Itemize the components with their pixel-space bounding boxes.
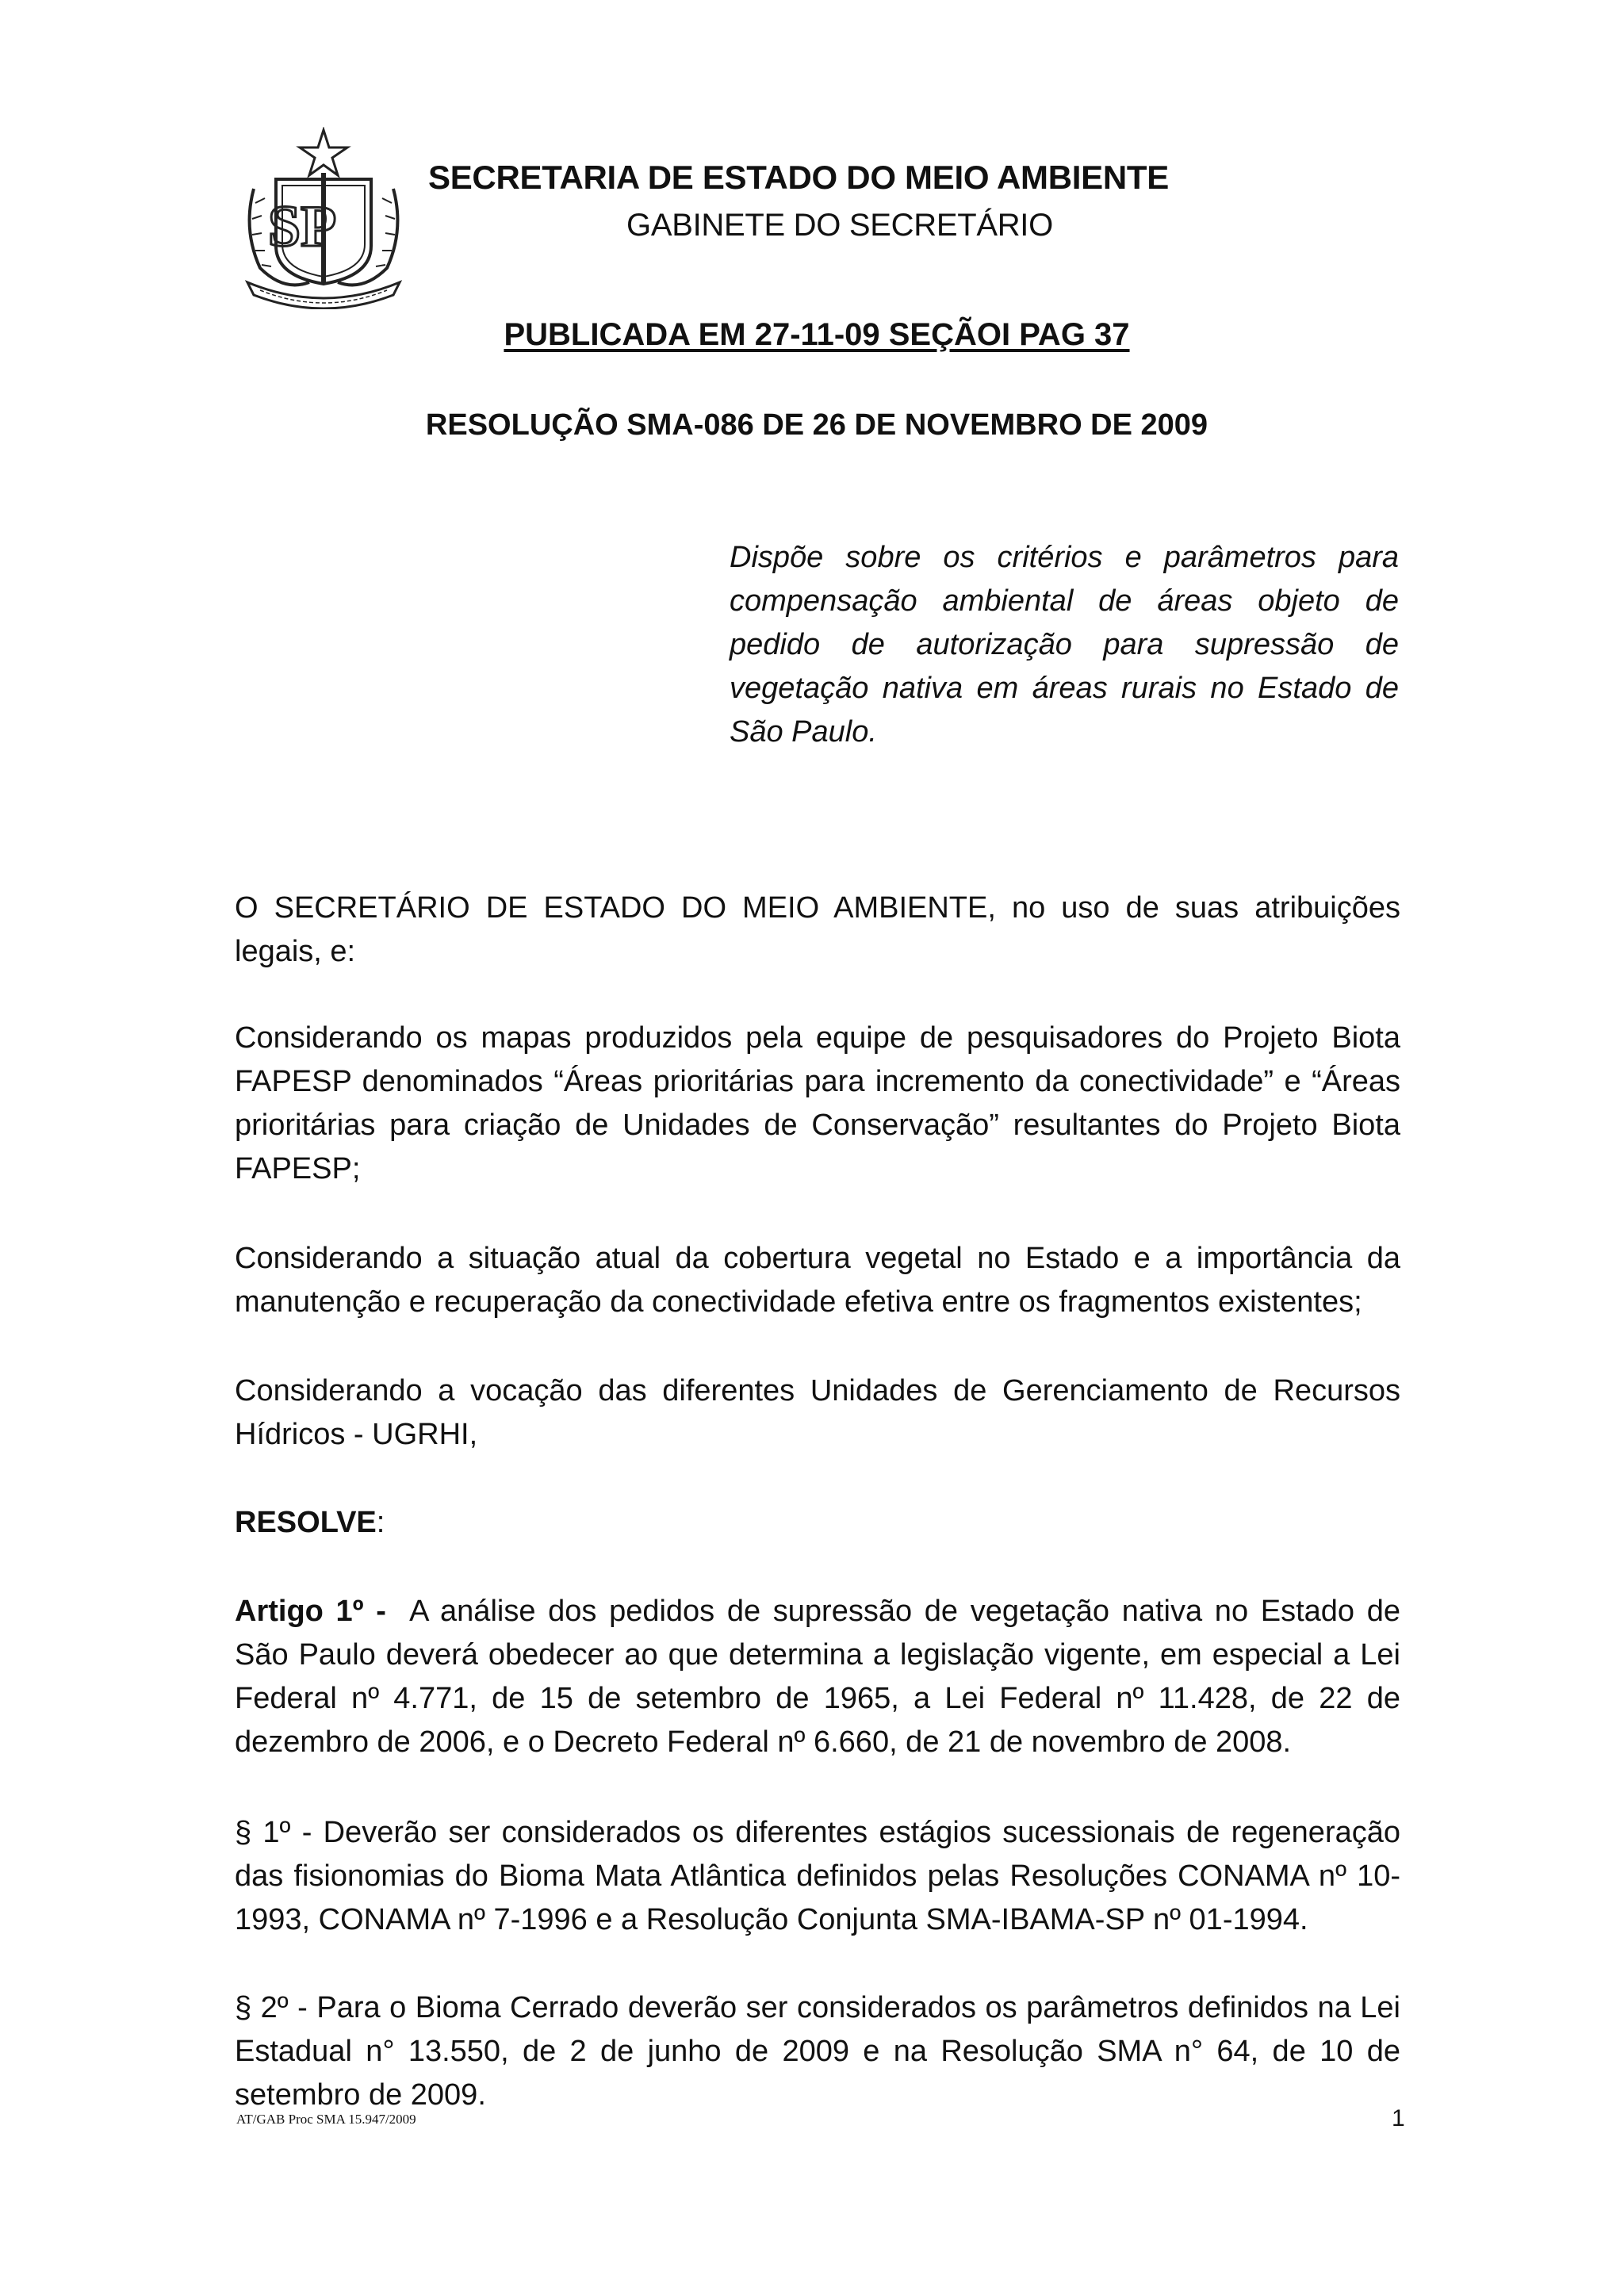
section-1-paragraph: § 1º - Deverão ser considerados os diferentes estágios sucessionais de regeneração das fisionomias do Bioma Mata Atlântica definidos pelas Resoluções CONAMA nº 10-1993, CONAMA nº 7-1996 e a Resolução Conjunta SMA-IBAMA-SP nº 01-1994. [235,1816,1400,1936]
article-1-text: A análise dos pedidos de supressão de vegetação nativa no Estado de São Paulo deverá obedecer ao que determina a legislação vigente, em especial a Lei Federal nº 4.771, de 15 de setembro de 1965, a Lei Federal nº 11.428, de 22 de dezembro de 2006, e o Decreto Federal nº 6.660, de 21 de novembro de 2008. [235,1595,1400,1759]
intro-paragraph: O SECRETÁRIO DE ESTADO DO MEIO AMBIENTE, no uso de suas atribuições legais, e: [235,891,1400,968]
resolve-colon: : [376,1506,385,1539]
resolve-heading [235,1501,1400,1545]
article-1-paragraph [235,1590,1400,1764]
article-1-label: Artigo 1º - [235,1595,386,1628]
ementa-summary: Dispõe sobre os critérios e parâmetros para compensação ambiental de áreas objeto de pedido de autorização para supressão de vegetação nativa em áreas rurais no Estado de São Paulo. [730,541,1399,749]
page-number: 1 [1392,2105,1405,2131]
agency-title: SECRETARIA DE ESTADO DO MEIO AMBIENTE [428,159,1169,196]
sao-paulo-coat-of-arms-icon [236,127,411,309]
considering-paragraph-1: Considerando os mapas produzidos pela equipe de pesquisadores do Projeto Biota FAPESP denominados “Áreas prioritárias para incremento da conectividade” e “Áreas prioritárias para criação de Unidades de Conservação” resultantes do Projeto Biota FAPESP; [235,1021,1400,1185]
seal-letters: SP [267,194,337,259]
resolution-title: RESOLUÇÃO SMA-086 DE 26 DE NOVEMBRO DE 2009 [425,408,1208,442]
publication-line: PUBLICADA EM 27-11-09 SEÇÃOI PAG 37 [504,317,1130,352]
section-2-paragraph: § 2º - Para o Bioma Cerrado deverão ser considerados os parâmetros definidos na Lei Estadual n° 13.550, de 2 de junho de 2009 e na Resolução SMA n° 64, de 10 de setembro de 2009. [235,1991,1400,2112]
resolve-label: RESOLVE [235,1506,377,1539]
considering-paragraph-2: Considerando a situação atual da cobertura vegetal no Estado e a importância da manutenção e recuperação da conectividade efetiva entre os fragmentos existentes; [235,1242,1400,1319]
footer-reference: AT/GAB Proc SMA 15.947/2009 [236,2112,416,2127]
considering-paragraph-3: Considerando a vocação das diferentes Unidades de Gerenciamento de Recursos Hídricos - UGRHI, [235,1374,1400,1451]
agency-subtitle: GABINETE DO SECRETÁRIO [626,208,1053,243]
